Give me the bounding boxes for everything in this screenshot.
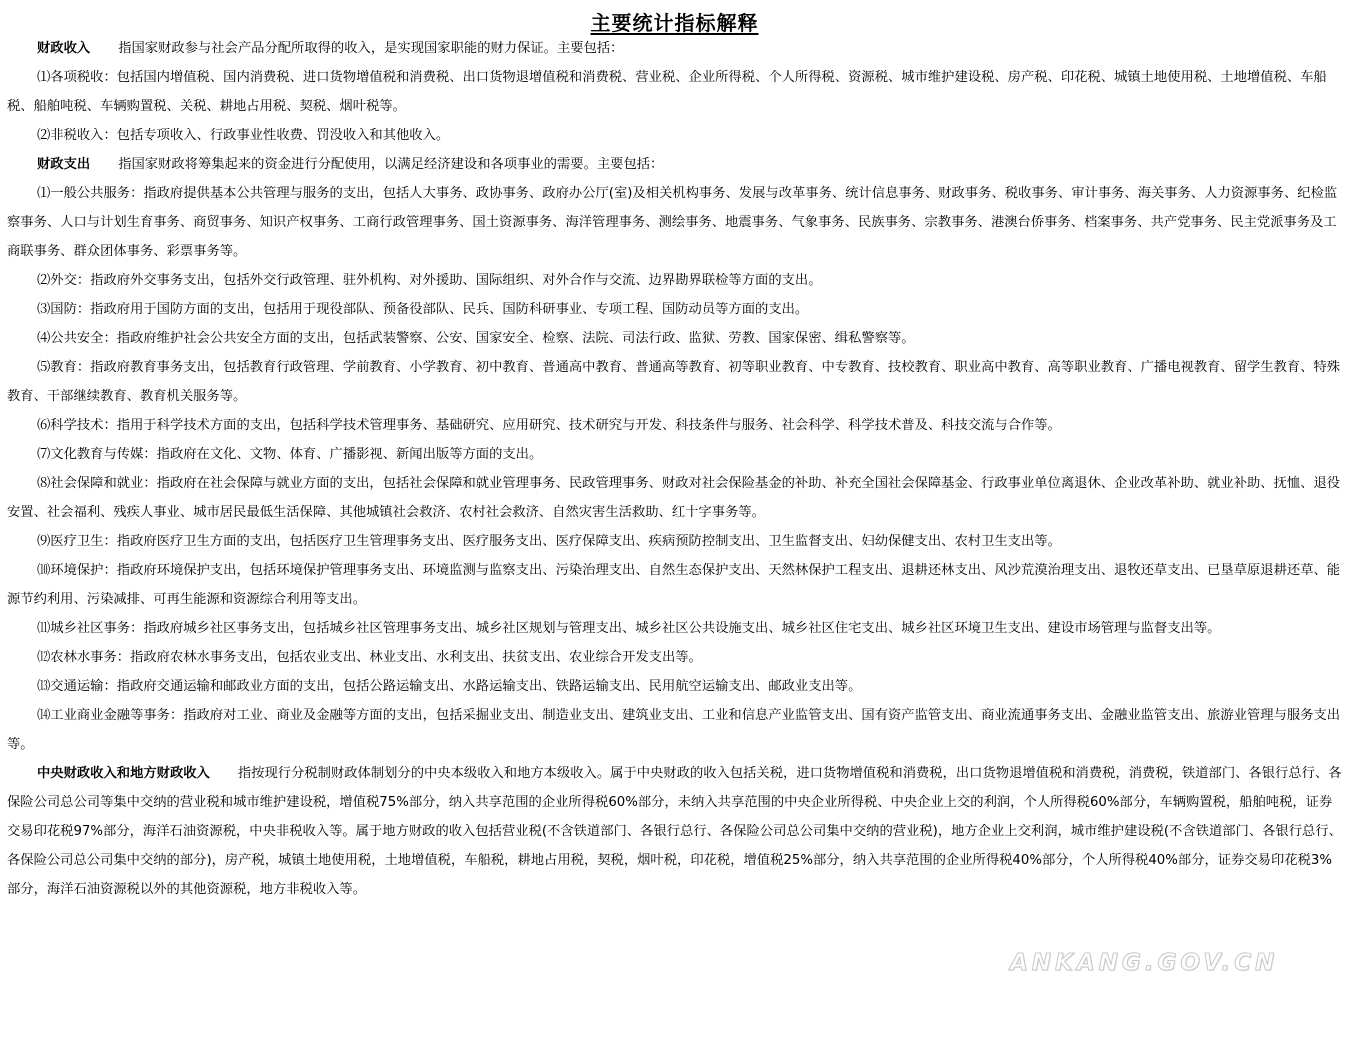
list-item: ⑷公共安全：指政府维护社会公共安全方面的支出，包括武装警察、公安、国家安全、检察、法院、司法行政、监狱、劳教、国家保密、缉私警察等。 bbox=[37, 331, 915, 346]
list-item: ⑿农林水事务：指政府农林水事务支出，包括农业支出、林业支出、水利支出、扶贫支出、农业综合开发支出等。 bbox=[37, 650, 702, 665]
list-item: ⑺文化教育与传媒：指政府在文化、文物、体育、广播影视、新闻出版等方面的支出。 bbox=[37, 447, 543, 462]
list-item: ⑸教育：指政府教育事务支出，包括教育行政管理、学前教育、小学教育、初中教育、普通高中教育、普通高等教育、初等职业教育、中专教育、技校教育、职业高中教育、高等职业教育、广播电视教育、留学生教育、特殊教育、干部继续教育、教育机关服务等。 bbox=[7, 360, 1341, 404]
term-label: 中央财政收入和地方财政收入 bbox=[37, 766, 210, 781]
list-item: ⑴一般公共服务：指政府提供基本公共管理与服务的支出，包括人大事务、政协事务、政府办公厅(室)及相关机构事务、发展与改革事务、统计信息事务、财政事务、税收事务、审计事务、海关事务、人力资源事务、纪检监察事务、人口与计划生育事务、商贸事务、知识产权事务、工商行政管理事务、国土资源事务、海洋管理事务、测绘事务、地震事务、气象事务、民族事务、宗教事务、港澳台侨事务、档案事务、共产党事务、民主党派事务及工商联事务、群众团体事务、彩票事务等。 bbox=[7, 186, 1338, 259]
list-item: ⑶国防：指政府用于国防方面的支出，包括用于现役部队、预备役部队、民兵、国防科研事业、专项工程、国防动员等方面的支出。 bbox=[37, 302, 809, 317]
term-definition: 指国家财政参与社会产品分配所取得的收入，是实现国家职能的财力保证。主要包括： bbox=[118, 41, 624, 56]
list-item: ⒁工业商业金融等事务：指政府对工业、商业及金融等方面的支出，包括采掘业支出、制造业支出、建筑业支出、工业和信息产业监管支出、国有资产监管支出、商业流通事务支出、金融业监管支出、旅游业管理与服务支出等。 bbox=[7, 708, 1341, 752]
section-heading-fiscal-revenue bbox=[7, 34, 1343, 63]
site-watermark: ANKANG.GOV.CN bbox=[1010, 950, 1279, 976]
list-item: ⑵非税收入：包括专项收入、行政事业性收费、罚没收入和其他收入。 bbox=[37, 128, 450, 143]
list-item: ⑾城乡社区事务：指政府城乡社区事务支出，包括城乡社区管理事务支出、城乡社区规划与管理支出、城乡社区公共设施支出、城乡社区住宅支出、城乡社区环境卫生支出、建设市场管理与监督支出等。 bbox=[37, 621, 1221, 636]
term-definition: 指国家财政将筹集起来的资金进行分配使用，以满足经济建设和各项事业的需要。主要包括： bbox=[118, 157, 664, 172]
section-heading-central-local-revenue bbox=[7, 759, 1343, 904]
page-title: 主要统计指标解释 bbox=[590, 11, 759, 35]
list-item: ⑵外交：指政府外交事务支出，包括外交行政管理、驻外机构、对外援助、国际组织、对外合作与交流、边界勘界联检等方面的支出。 bbox=[37, 273, 822, 288]
list-item: ⑻社会保障和就业：指政府在社会保障与就业方面的支出，包括社会保障和就业管理事务、民政管理事务、财政对社会保险基金的补助、补充全国社会保障基金、行政事业单位离退休、企业改革补助、就业补助、抚恤、退役安置、社会福利、残疾人事业、城市居民最低生活保障、其他城镇社会救济、农村社会救济、自然灾害生活救助、红十字事务等。 bbox=[7, 476, 1341, 520]
list-item: ⑽环境保护：指政府环境保护支出，包括环境保护管理事务支出、环境监测与监察支出、污染治理支出、自然生态保护支出、天然林保护工程支出、退耕还林支出、风沙荒漠治理支出、退牧还草支出、已垦草原退耕还草、能源节约利用、污染减排、可再生能源和资源综合利用等支出。 bbox=[7, 563, 1341, 607]
term-label: 财政收入 bbox=[37, 41, 91, 56]
term-label: 财政支出 bbox=[37, 157, 91, 172]
list-item: ⑹科学技术：指用于科学技术方面的支出，包括科学技术管理事务、基础研究、应用研究、技术研究与开发、科技条件与服务、社会科学、科学技术普及、科技交流与合作等。 bbox=[37, 418, 1061, 433]
document-body bbox=[7, 34, 1343, 904]
term-definition: 指按现行分税制财政体制划分的中央本级收入和地方本级收入。属于中央财政的收入包括关税，进口货物增值税和消费税，出口货物退增值税和消费税，消费税，铁道部门、各银行总行、各保险公司总公司等集中交纳的营业税和城市维护建设税，增值税75%部分，纳入共享范围的企业所得税60%部分，未纳入共享范围的中央企业所得税、中央企业上交的利润，个人所得税60%部分，车辆购置税，船舶吨税，证券交易印花税97%部分，海洋石油资源税，中央非税收入等。属于地方财政的收入包括营业税(不含铁道部门、各银行总行、各保险公司总公司集中交纳的营业税)，地方企业上交利润，城市维护建设税(不含铁道部门、各银行总行、各保险公司总公司集中交纳的部分)，房产税，城镇土地使用税，土地增值税，车船税，耕地占用税，契税，烟叶税，印花税，增值税25%部分，纳入共享范围的企业所得税40%部分，个人所得税40%部分，证券交易印花税3%部分，海洋石油资源税以外的其他资源税，地方非税收入等。 bbox=[7, 766, 1342, 897]
section-heading-fiscal-expenditure bbox=[7, 150, 1343, 179]
list-item: ⒀交通运输：指政府交通运输和邮政业方面的支出，包括公路运输支出、水路运输支出、铁路运输支出、民用航空运输支出、邮政业支出等。 bbox=[37, 679, 862, 694]
list-item: ⑴各项税收：包括国内增值税、国内消费税、进口货物增值税和消费税、出口货物退增值税和消费税、营业税、企业所得税、个人所得税、资源税、城市维护建设税、房产税、印花税、城镇土地使用税、土地增值税、车船税、船舶吨税、车辆购置税、关税、耕地占用税、契税、烟叶税等。 bbox=[7, 70, 1327, 114]
list-item: ⑼医疗卫生：指政府医疗卫生方面的支出，包括医疗卫生管理事务支出、医疗服务支出、医疗保障支出、疾病预防控制支出、卫生监督支出、妇幼保健支出、农村卫生支出等。 bbox=[37, 534, 1061, 549]
